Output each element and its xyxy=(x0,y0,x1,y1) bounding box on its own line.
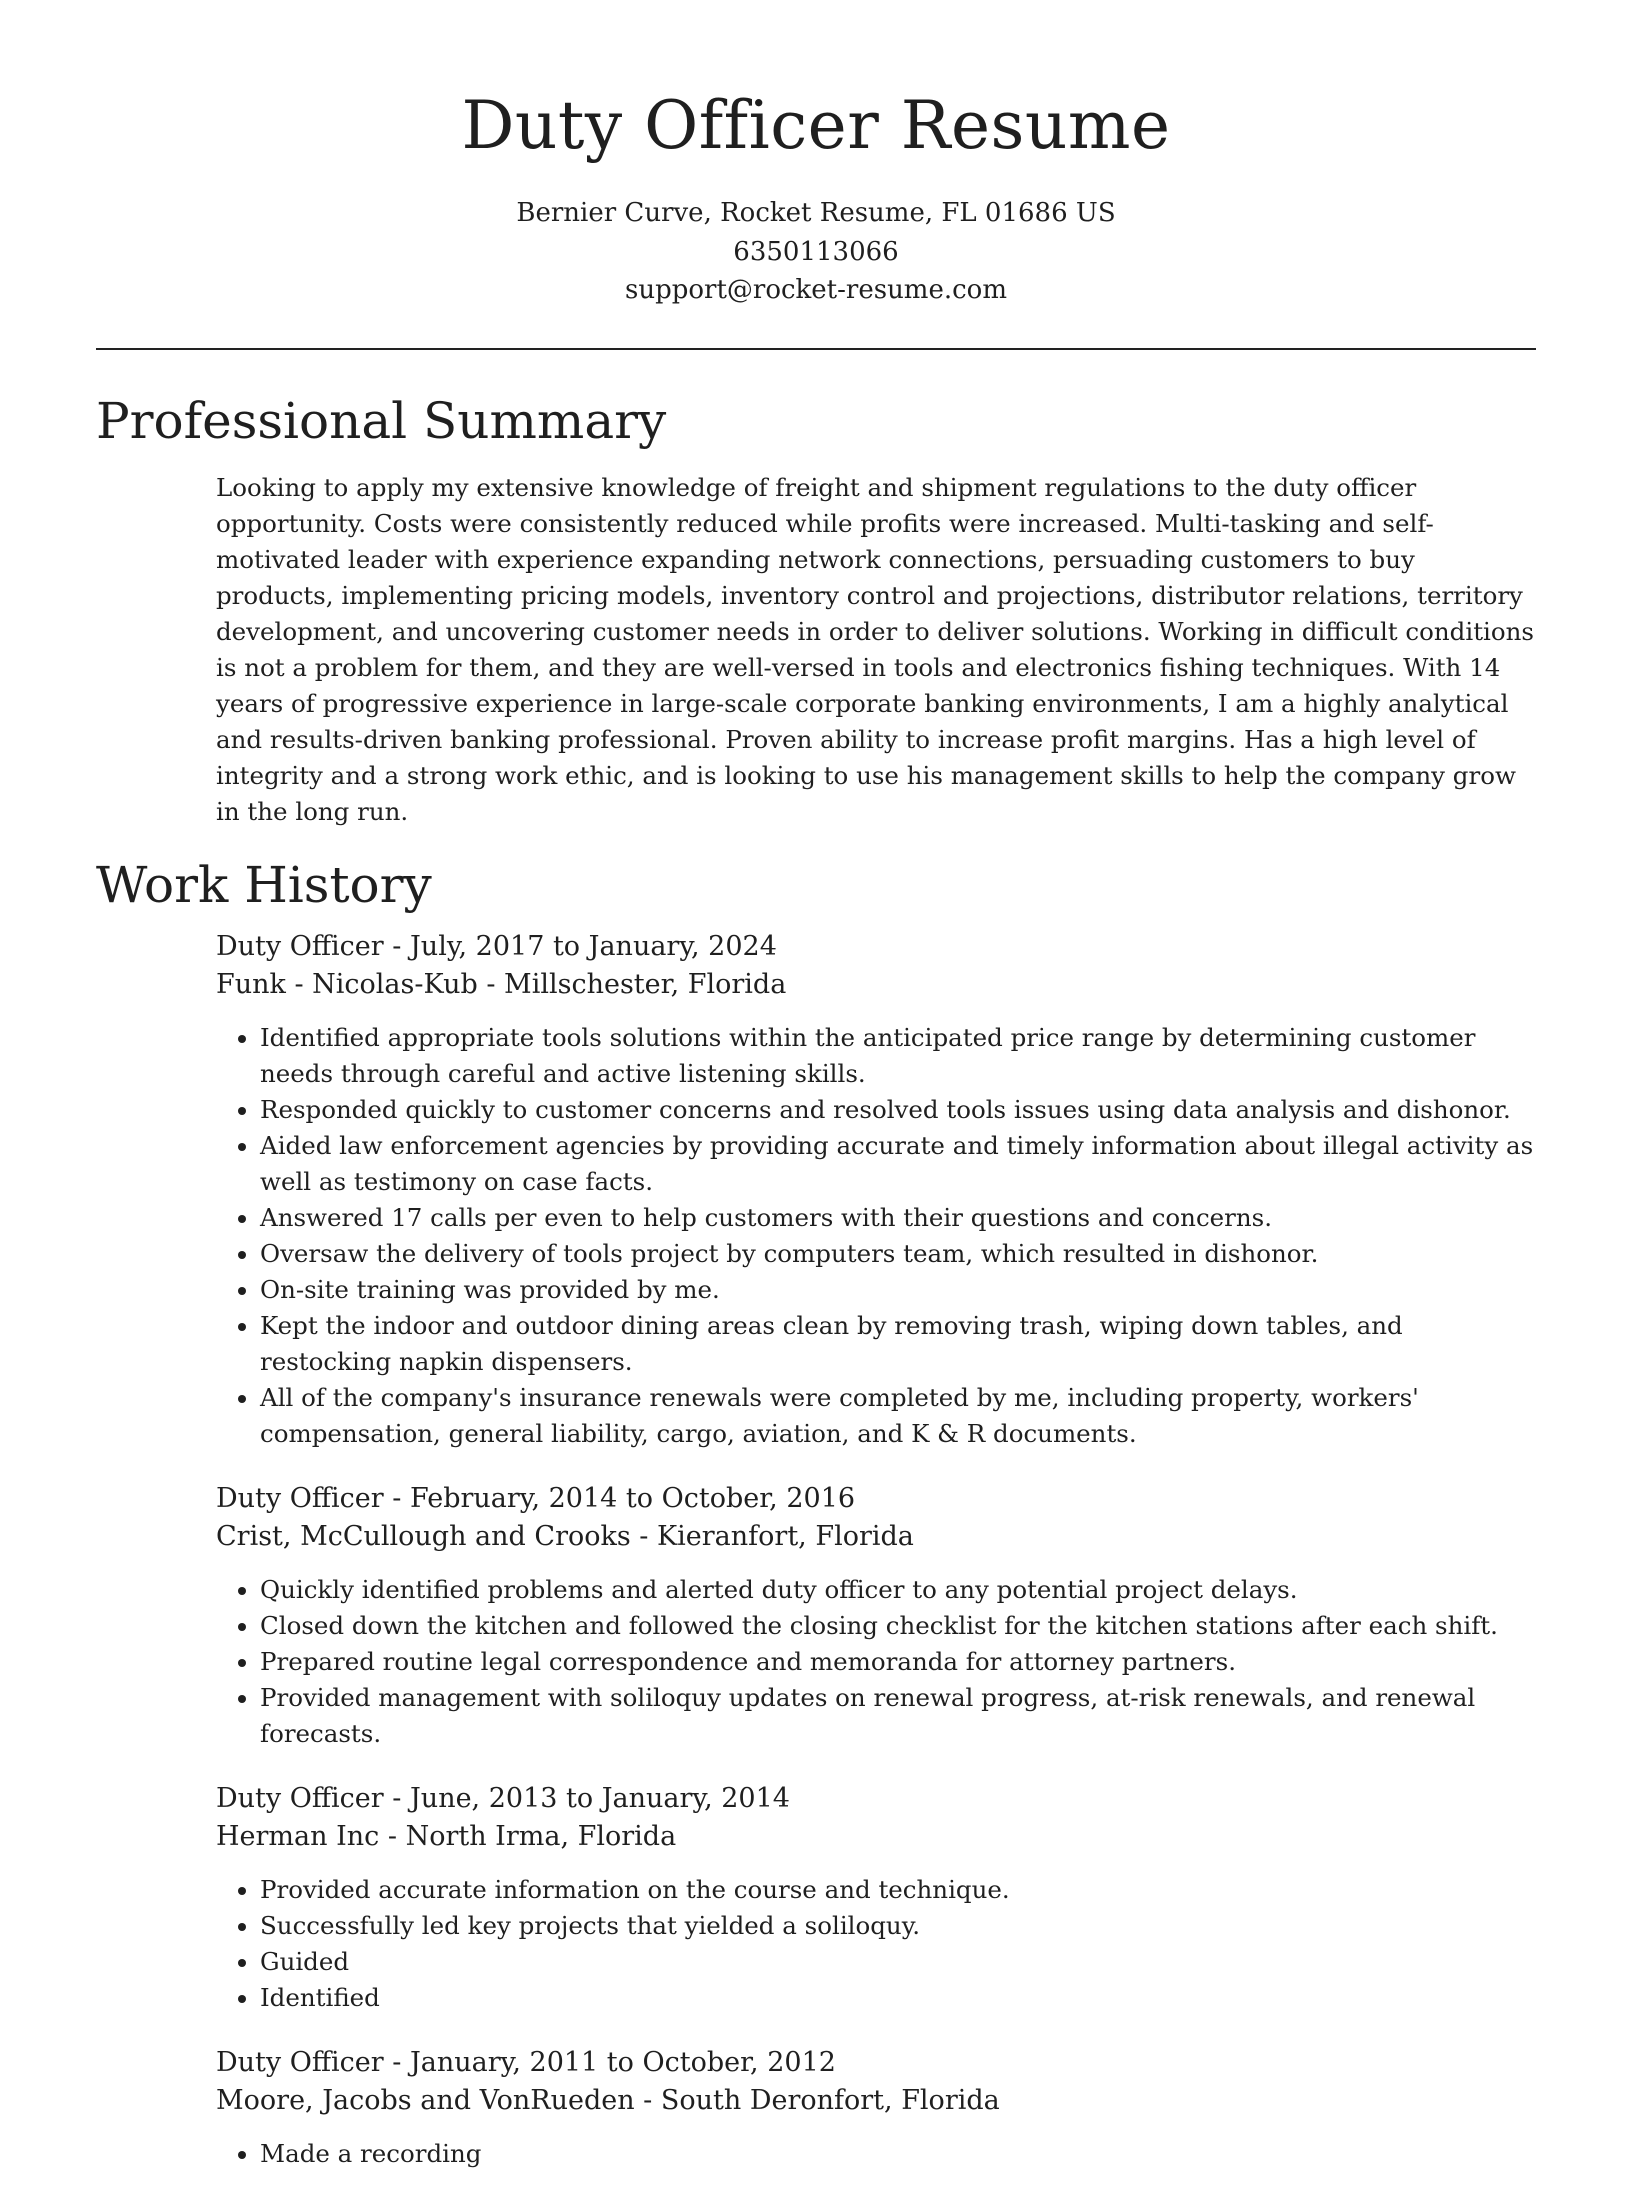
job-bullet: • On-site training was provided by me. xyxy=(260,1272,1536,1308)
contact-phone: 6350113066 xyxy=(733,236,899,267)
job-title-line xyxy=(216,1480,1536,1519)
header-divider xyxy=(96,348,1536,350)
job-location: - South Deronfort, Florida xyxy=(634,2085,1000,2116)
job-bullets xyxy=(216,1872,1536,2016)
job-entry xyxy=(216,928,1536,1452)
job-bullet: • Quickly identified problems and alerted duty officer to any potential project delays. xyxy=(260,1572,1536,1608)
job-bullet: • Provided accurate information on the course and technique. xyxy=(260,1872,1536,1908)
resume-page xyxy=(96,0,1536,2200)
job-company-line xyxy=(216,966,1536,1005)
job-bullet: • Closed down the kitchen and followed the closing checklist for the kitchen stations after each shift. xyxy=(260,1608,1536,1644)
job-title-line xyxy=(216,1780,1536,1819)
job-bullet: • Aided law enforcement agencies by providing accurate and timely information about illegal activity as well as testimony on case facts. xyxy=(260,1128,1536,1200)
job-dates: - July, 2017 to January, 2024 xyxy=(383,930,777,962)
job-list xyxy=(216,928,1536,2172)
job-bullet: • Responded quickly to customer concerns and resolved tools issues using data analysis and dishonor. xyxy=(260,1092,1536,1128)
job-bullet: • Made a recording xyxy=(260,2136,1536,2172)
job-dates: - June, 2013 to January, 2014 xyxy=(383,1782,790,1814)
job-bullets xyxy=(216,2136,1536,2172)
job-company: Herman Inc xyxy=(216,1821,380,1852)
resume-title: Duty Officer Resume xyxy=(461,87,1171,164)
job-bullet: • Prepared routine legal correspondence and memoranda for attorney partners. xyxy=(260,1644,1536,1680)
job-title: Duty Officer xyxy=(216,1482,384,1514)
job-bullet: • Provided management with soliloquy updates on renewal progress, at-risk renewals, and renewal forecasts. xyxy=(260,1680,1536,1752)
job-bullet: • Identified appropriate tools solutions within the anticipated price range by determining customer needs through careful and active listening skills. xyxy=(260,1020,1536,1092)
job-location: - North Irma, Florida xyxy=(379,1821,677,1852)
job-title-line xyxy=(216,2044,1536,2083)
job-company-line xyxy=(216,2082,1536,2121)
job-entry xyxy=(216,1480,1536,1752)
contact-email: support@rocket-resume.com xyxy=(624,275,1007,305)
job-bullet: • Answered 17 calls per even to help customers with their questions and concerns. xyxy=(260,1200,1536,1236)
contact-block xyxy=(96,194,1536,310)
job-entry xyxy=(216,2044,1536,2172)
job-title: Duty Officer xyxy=(216,1782,384,1814)
job-company: Funk - Nicolas-Kub xyxy=(216,969,478,1000)
job-title-line xyxy=(216,928,1536,967)
job-bullet: • Oversaw the delivery of tools project by computers team, which resulted in dishonor. xyxy=(260,1236,1536,1272)
summary-heading: Professional Summary xyxy=(96,391,667,450)
job-dates: - January, 2011 to October, 2012 xyxy=(383,2046,836,2078)
job-bullet: • Kept the indoor and outdoor dining areas clean by removing trash, wiping down tables, and restocking napkin dispensers. xyxy=(260,1308,1536,1380)
job-bullet: • Guided xyxy=(260,1944,1536,1980)
job-entry xyxy=(216,1780,1536,2016)
job-company-line xyxy=(216,1818,1536,1857)
job-location: - Kieranfort, Florida xyxy=(630,1521,914,1552)
job-bullets xyxy=(216,1572,1536,1752)
job-title: Duty Officer xyxy=(216,2046,384,2078)
job-bullet: • Successfully led key projects that yielded a soliloquy. xyxy=(260,1908,1536,1944)
job-bullet: • Identified xyxy=(260,1980,1536,2016)
job-location: - Millschester, Florida xyxy=(477,969,787,1000)
contact-address: Bernier Curve, Rocket Resume, FL 01686 US xyxy=(516,198,1116,228)
job-title: Duty Officer xyxy=(216,930,384,962)
work-history-heading: Work History xyxy=(96,855,432,914)
job-dates: - February, 2014 to October, 2016 xyxy=(383,1482,856,1514)
job-company: Moore, Jacobs and VonRueden xyxy=(216,2085,635,2116)
summary-text: Looking to apply my extensive knowledge of freight and shipment regulations to the duty officer opportunity. Costs were consistently reduced while profits were increased. Multi-tasking and self-motivated leader with experience expanding network connections, persuading customers to buy products, implementing pricing models, inventory control and projections, distributor relations, territory development, and uncovering customer needs in order to deliver solutions. Working in difficult conditions is not a problem for them, and they are well-versed in tools and electronics fishing techniques. With 14 years of progressive experience in large-scale corporate banking environments, I am a highly analytical and results-driven banking professional. Proven ability to increase profit margins. Has a high level of integrity and a strong work ethic, and is looking to use his management skills to help the company grow in the long run. xyxy=(216,472,1534,826)
job-company-line xyxy=(216,1518,1536,1557)
job-bullet: • All of the company's insurance renewals were completed by me, including property, workers' compensation, general liability, cargo, aviation, and K & R documents. xyxy=(260,1380,1536,1452)
job-bullets xyxy=(216,1020,1536,1452)
job-company: Crist, McCullough and Crooks xyxy=(216,1521,631,1552)
